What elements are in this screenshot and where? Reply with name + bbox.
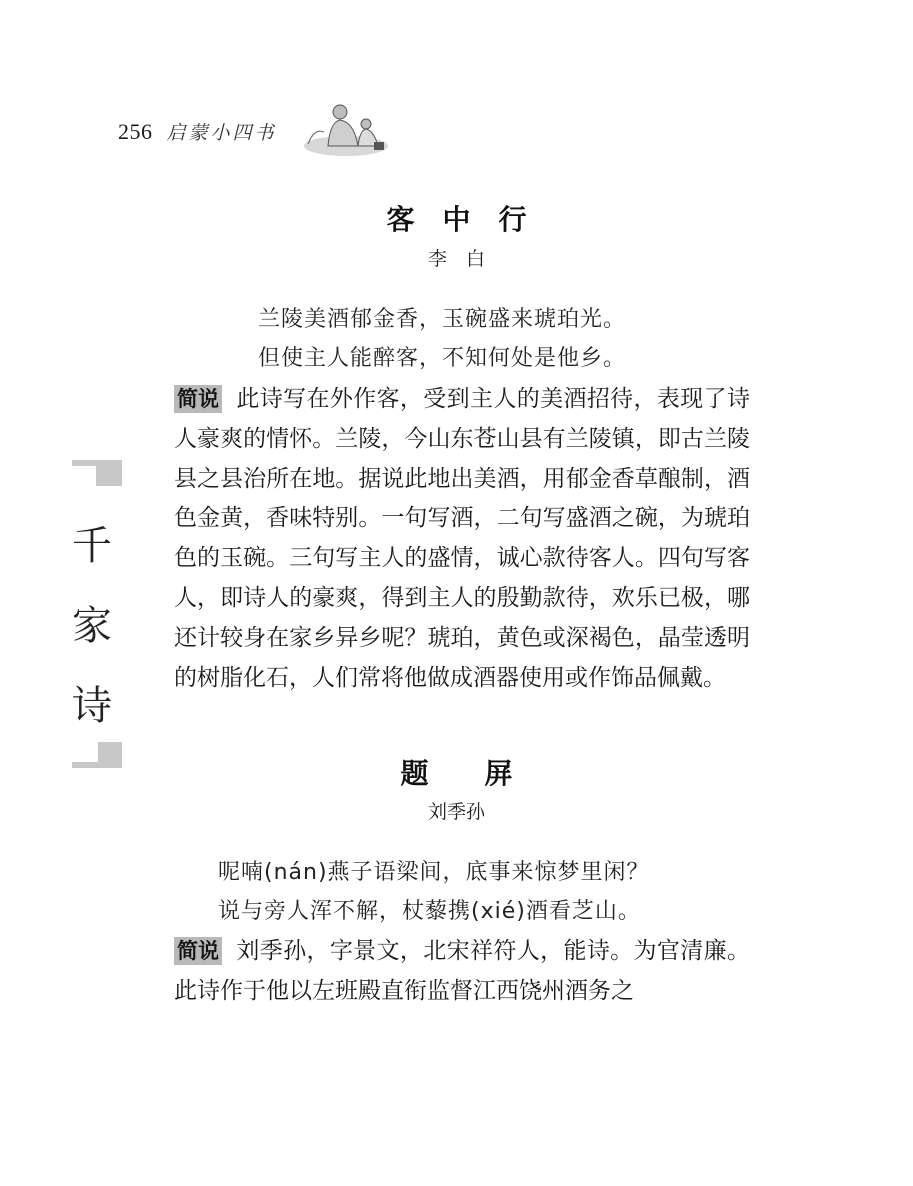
page-number: 256 [118,118,153,144]
bracket-top-ornament [72,460,122,486]
commentary [174,932,750,1012]
commentary-text: 刘季孙，字景文，北宋祥符人，能诗。为官清廉。此诗作于他以左班殿直衔监督江西饶州酒务之 [174,938,750,1004]
poem-line: 兰陵美酒郁金香，玉碗盛来琥珀光。 [258,307,627,332]
side-label-text [72,506,112,746]
side-char: 诗 [72,683,112,729]
commentary-text: 此诗写在外作客，受到主人的美酒招待，表现了诗人豪爽的情怀。兰陵，今山东苍山县有兰陵镇，即古兰陵县之县治所在地。据说此地出美酒，用郁金香草酿制，酒色金黄，香味特别。一句写酒，二句写盛酒之碗，为琥珀色的玉碗。三句写主人的盛情，诚心款待客人。四句写客人，即诗人的豪爽，得到主人的殷勤款待，欢乐已极，哪还计较身在家乡异乡呢？琥珀，黄色或深褐色，晶莹透明的树脂化石，人们常将他做成酒器使用或作饰品佩戴。 [174,386,750,691]
side-char: 千 [72,523,112,569]
commentary [174,380,750,698]
commentary-tag: 简说 [174,385,222,413]
poem-author: 刘季孙 [427,801,485,823]
side-section-label [72,460,124,768]
poem-line: 说与旁人浑不解，杖藜携(xié)酒看芝山。 [218,899,641,924]
poem-title: 客 中 行 [386,203,527,236]
side-char: 家 [72,603,112,649]
poem-line: 但使主人能醉客，不知何处是他乡。 [258,346,627,371]
commentary-tag: 简说 [174,937,222,965]
poem-line: 呢喃(nán)燕子语梁间，底事来惊梦里闲？ [218,860,650,885]
header-illustration [300,98,392,160]
poem-author: 李 白 [427,248,485,270]
poem-title: 题 屏 [400,757,513,790]
running-header [118,118,277,145]
book-title: 启蒙小四书 [166,122,277,144]
